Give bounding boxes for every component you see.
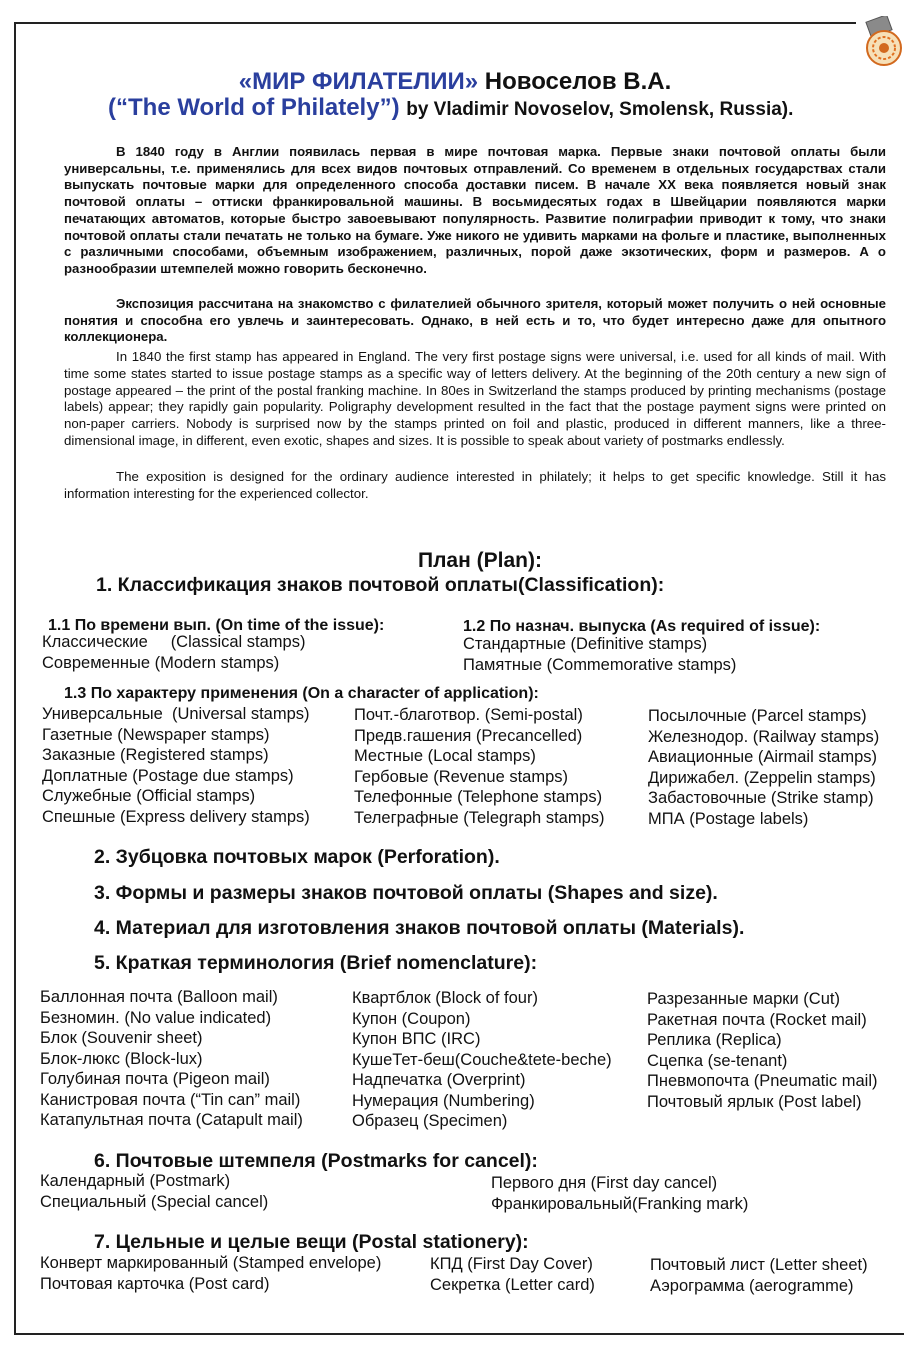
page-frame-left [14, 22, 16, 1334]
list-item: Доплатные (Postage due stamps) [42, 766, 294, 785]
section-3-heading: 3. Формы и размеры знаков почтовой оплаты (Shapes and size). [94, 882, 718, 904]
list-item: Ракетная почта (Rocket mail) [647, 1010, 867, 1029]
list-item: Голубиная почта (Pigeon mail) [40, 1070, 270, 1088]
list-item: Заказные (Registered stamps) [42, 746, 269, 764]
section-7-heading: 7. Цельные и целые вещи (Postal stationery): [94, 1231, 529, 1253]
list-item: Квартблок (Block of four) [352, 989, 538, 1007]
section-1-1-heading: 1.1 По времени вып. (On time of the issue): [48, 617, 385, 634]
section-6-col-1 [40, 1171, 268, 1212]
list-item: Посылочные (Parcel stamps) [648, 707, 867, 725]
list-item: Разрезанные марки (Cut) [647, 990, 840, 1008]
title-ru: «МИР ФИЛАТЕЛИИ» [238, 68, 479, 95]
section-4-heading: 4. Материал для изготовления знаков почтовой оплаты (Materials). [94, 917, 745, 939]
list-item: Железнодор. (Railway stamps) [648, 727, 880, 746]
list-item: Специальный (Special cancel) [40, 1192, 269, 1211]
section-7-col-3 [650, 1255, 868, 1296]
list-item: Календарный (Postmark) [40, 1172, 231, 1190]
section-1-3-col-2 [354, 705, 605, 828]
section-1-3-col-1 [42, 704, 310, 827]
list-item: Телефонные (Telephone stamps) [354, 788, 603, 806]
title-en: (“The World of Philately”) [108, 94, 400, 121]
list-item: КушеТет-беш(Couche&tete-beche) [352, 1050, 612, 1069]
list-item: Надпечатка (Overprint) [352, 1071, 526, 1089]
intro-en-paragraph-2: The exposition is designed for the ordinary audience interested in philately; it helps to get specific knowledge. Still it has information interesting for the experienced collector. [64, 469, 886, 501]
section-1-3-col-3 [648, 706, 879, 829]
list-item: Аэрограмма (aerogramme) [650, 1276, 854, 1295]
section-5-heading: 5. Краткая терминология (Brief nomenclature): [94, 952, 538, 974]
section-1-heading: 1. Классификация знаков почтовой оплаты(Classification): [96, 574, 665, 596]
list-item: Блок-люкс (Block-lux) [40, 1049, 203, 1068]
section-6-heading: 6. Почтовые штемпеля (Postmarks for cancel): [94, 1150, 538, 1172]
section-2-heading: 2. Зубцовка почтовых марок (Perforation). [94, 846, 500, 868]
list-item: Канистровая почта (“Tin can” mail) [40, 1090, 301, 1109]
section-1-2-heading: 1.2 По назнач. выпуска (As required of issue): [463, 618, 821, 635]
list-item: Местные (Local stamps) [354, 747, 536, 765]
section-1-2-list [463, 634, 736, 675]
intro-en-paragraph-1: In 1840 the first stamp has appeared in England. The very first postage signs were universal, i.e. used for all kinds of mail. With time some states started to issue postage stamps as a specific way of letters delivery. At the beginning of the 20th century a new sign of postage appeared – the print of the postal franking machine. In 80es in Switzerland the stamps produced by printing mechanisms (postage labels) appear; they rapidly gain popularity. Poligraphy development resulted in the fact that the postage payment signs were printed on non-paper carriers. Nobody is surprised now by the stamps printed on foil and plastic, produced in different manners, like a three-dimensional image, in different, even exotic, shapes and sizes. It is possible to speak about variety of postmarks endlessly. [64, 349, 886, 448]
section-5-col-2 [352, 988, 612, 1132]
page-frame-bottom [14, 1333, 904, 1335]
list-item: Купон (Coupon) [352, 1009, 471, 1028]
list-item: Реплика (Replica) [647, 1031, 782, 1049]
list-item: Авиационные (Airmail stamps) [648, 748, 878, 766]
page-frame-top [14, 22, 856, 24]
list-item: Нумерация (Numbering) [352, 1091, 535, 1110]
list-item: Катапультная почта (Catapult mail) [40, 1111, 303, 1129]
list-item: Почтовая карточка (Post card) [40, 1274, 270, 1293]
list-item: КПД (First Day Cover) [430, 1255, 593, 1273]
list-item: Стандартные (Definitive stamps) [463, 635, 708, 653]
list-item: Первого дня (First day cancel) [491, 1174, 718, 1192]
list-item: Предв.гашения (Precancelled) [354, 726, 583, 745]
list-item: МПА (Postage labels) [648, 809, 809, 828]
list-item: Газетные (Newspaper stamps) [42, 725, 270, 744]
list-item: Почтовый лист (Letter sheet) [650, 1256, 868, 1274]
list-item: Классические (Classical stamps) [42, 633, 306, 651]
list-item: Секретка (Letter card) [430, 1275, 595, 1294]
list-item: Баллонная почта (Balloon mail) [40, 988, 278, 1006]
intro-ru-paragraph-2: Экспозиция рассчитана на знакомство с филателией обычного зрителя, который может получить о ней основные понятия и способна его увлечь и заинтересовать. Однако, в ней есть и то, что будет интересно даже для опытного коллекционера. [64, 296, 886, 345]
list-item: Безномин. (No value indicated) [40, 1008, 272, 1027]
section-6-col-2 [491, 1173, 748, 1214]
title-russian [0, 68, 910, 96]
list-item: Пневмопочта (Pneumatic mail) [647, 1072, 878, 1090]
list-item: Купон ВПС (IRC) [352, 1030, 481, 1048]
intro-ru-paragraph-1: В 1840 году в Англии появилась первая в мире почтовая марка. Первые знаки почтовой оплаты были универсальны, т.е. применялись для всех видов почтовых отправлений. Со временем в отдельных государствах стали выпускать почтовые марки для определенного способа доставки писем. В начале XX века появляется новый знак почтовой оплаты – оттиски франкировальной машины. В восьмидесятых годах в Швейцарии появляются марки печатающих автоматов, которые быстро завоевывают популярность. Развитие полиграфии приводит к тому, что знаки почтовой оплаты стали печатать не только на бумаге. Уже никого не удивить марками на фольге и пластике, выполненных с различными способами, объемным изображением, различных, порой даже экзотических, форм и размеров. А о разнообразии штемпелей можно говорить бесконечно. [64, 144, 886, 276]
list-item: Почтовый ярлык (Post label) [647, 1092, 862, 1111]
list-item: Дирижабел. (Zeppelin stamps) [648, 768, 876, 787]
section-1-3-heading: 1.3 По характеру применения (On a character of application): [64, 685, 539, 702]
section-5-col-1 [40, 987, 303, 1131]
list-item: Современные (Modern stamps) [42, 653, 280, 672]
author-en: by Vladimir Novoselov, Smolensk, Russia). [406, 99, 794, 120]
list-item: Почт.-благотвор. (Semi-postal) [354, 706, 583, 724]
list-item: Памятные (Commemorative stamps) [463, 655, 737, 674]
list-item: Универсальные (Universal stamps) [42, 705, 310, 723]
list-item: Франкировальный(Franking mark) [491, 1194, 749, 1213]
list-item: Забастовочные (Strike stamp) [648, 789, 874, 807]
plan-title: План (Plan): [418, 549, 542, 572]
section-7-col-1 [40, 1253, 381, 1294]
list-item: Служебные (Official stamps) [42, 787, 256, 805]
author-ru: Новоселов В.А. [484, 68, 672, 95]
list-item: Спешные (Express delivery stamps) [42, 807, 310, 826]
list-item: Телеграфные (Telegraph stamps) [354, 808, 605, 827]
list-item: Конверт маркированный (Stamped envelope) [40, 1254, 382, 1272]
list-item: Образец (Specimen) [352, 1112, 508, 1130]
title-english [108, 94, 793, 122]
list-item: Блок (Souvenir sheet) [40, 1029, 203, 1047]
emblem-logo [858, 16, 906, 68]
list-item: Сцепка (se-tenant) [647, 1051, 788, 1070]
section-7-col-2 [430, 1254, 595, 1295]
list-item: Гербовые (Revenue stamps) [354, 767, 569, 786]
section-5-col-3 [647, 989, 878, 1112]
section-1-1-list [42, 632, 305, 673]
